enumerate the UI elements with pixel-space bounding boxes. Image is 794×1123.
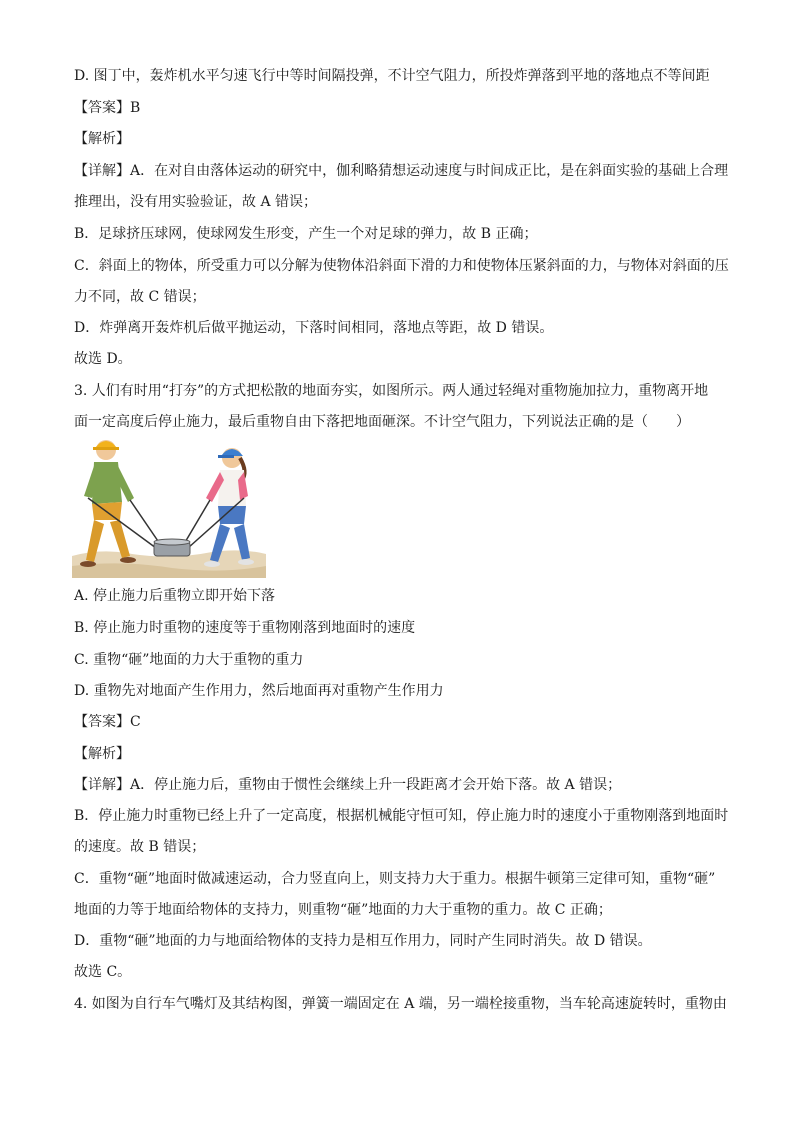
detail-line: 【详解】A．在对自由落体运动的研究中，伽利略猜想运动速度与时间成正比，是在斜面实验的基础上合理 <box>74 163 729 179</box>
option-b-q3: B. 停止施力时重物的速度等于重物刚落到地面时的速度 <box>74 620 416 636</box>
detail-line: B．足球挤压球网，使球网发生形变，产生一个对足球的弹力，故 B 正确； <box>74 226 538 242</box>
option-d-q2: D. 图丁中，轰炸机水平匀速飞行中等时间隔投弹，不计空气阻力，所投炸弹落到平地的落地点不等间距 <box>74 68 710 84</box>
option-c-q3: C. 重物“砸”地面的力大于重物的重力 <box>74 652 304 668</box>
conclusion-q2: 故选 D。 <box>74 351 132 367</box>
answer-label-q3: 【答案】C <box>74 714 141 730</box>
detail-line: 力不同，故 C 错误； <box>74 289 206 305</box>
detail-line: 【详解】A．停止施力后，重物由于惯性会继续上升一段距离才会开始下落。故 A 错误； <box>74 777 622 793</box>
tamping-illustration <box>72 436 266 578</box>
analysis-label-q3: 【解析】 <box>74 746 130 762</box>
conclusion-q3: 故选 C。 <box>74 964 132 980</box>
option-d-q3: D. 重物先对地面产生作用力，然后地面再对重物产生作用力 <box>74 683 444 699</box>
answer-label-q2: 【答案】B <box>74 100 141 116</box>
detail-line: C．斜面上的物体，所受重力可以分解为使物体沿斜面下滑的力和使物体压紧斜面的力，与物体对斜面的压 <box>74 258 729 274</box>
detail-line: D．重物“砸”地面的力与地面给物体的支持力是相互作用力，同时产生同时消失。故 D 错误。 <box>74 933 652 949</box>
detail-line: B．停止施力时重物已经上升了一定高度，根据机械能守恒可知，停止施力时的速度小于重物刚落到地面时 <box>74 808 729 824</box>
detail-line: D．炸弹离开轰炸机后做平抛运动，下落时间相同，落地点等距，故 D 错误。 <box>74 320 554 336</box>
question-3-stem: 3. 人们有时用“打夯”的方式把松散的地面夯实，如图所示。两人通过轻绳对重物施加拉力，重物离开地 <box>74 383 709 399</box>
detail-line: C．重物“砸”地面时做减速运动，合力竖直向上，则支持力大于重力。根据牛顿第三定律可知，重物“砸” <box>74 871 716 887</box>
detail-line: 的速度。故 B 错误； <box>74 839 206 855</box>
option-a-q3: A. 停止施力后重物立即开始下落 <box>74 588 276 604</box>
analysis-label-q2: 【解析】 <box>74 131 130 147</box>
detail-line: 推理出，没有用实验验证，故 A 错误； <box>74 194 318 210</box>
question-4-stem: 4. 如图为自行车气嘴灯及其结构图，弹簧一端固定在 A 端，另一端栓接重物，当车轮高速旋转时，重物由 <box>74 996 727 1012</box>
question-3-stem: 面一定高度后停止施力，最后重物自由下落把地面砸深。不计空气阻力，下列说法正确的是（ ） <box>74 414 690 430</box>
detail-line: 地面的力等于地面给物体的支持力，则重物“砸”地面的力大于重物的重力。故 C 正确； <box>74 902 612 918</box>
